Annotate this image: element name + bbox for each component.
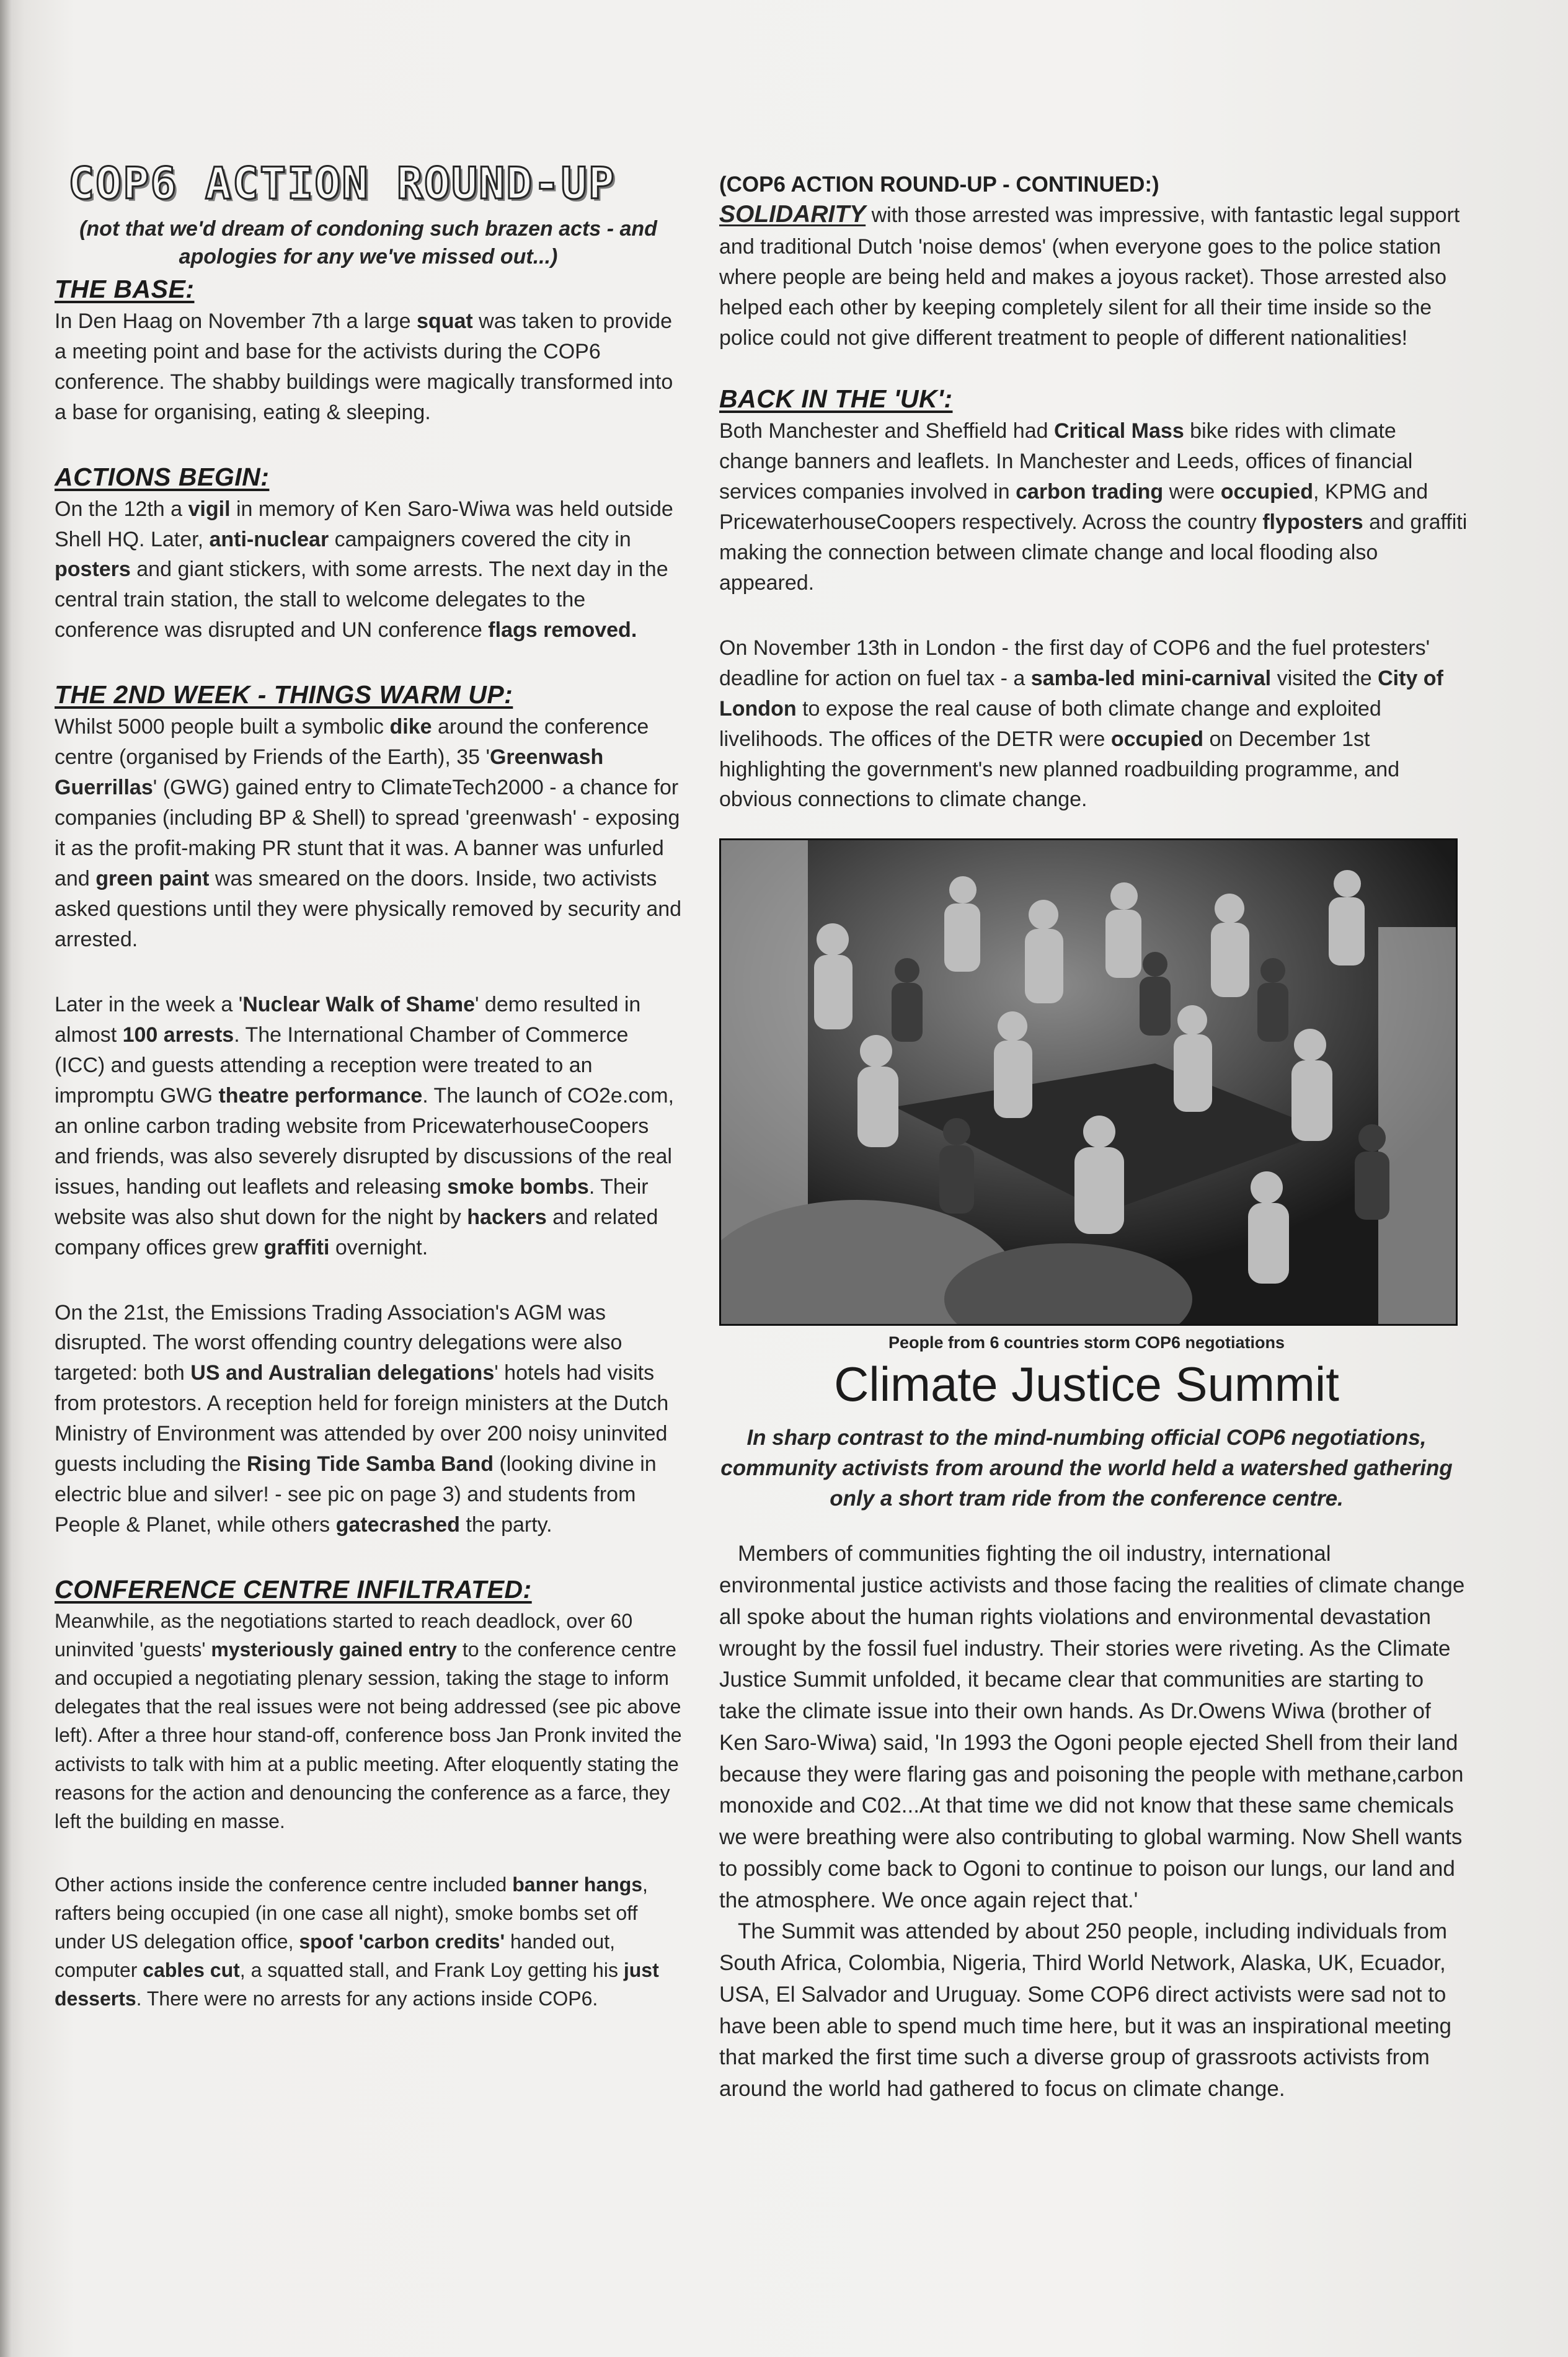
body-text-run: ' (GWG) gained entry to ClimateTech2000 - a chance for companies (including BP & Shell) to spread 'greenwash' - exposing it as the profit-making PR stunt that it was. A banner was unfurled and [55, 776, 680, 891]
body-text-run: were [1163, 479, 1221, 504]
body-text-run: in memory of Ken Saro-Wiwa was held outside Shell HQ. Later, [55, 497, 673, 551]
masthead-title: COP6 ACTION ROUND-UP [68, 158, 616, 209]
emphasis-text: green paint [95, 867, 210, 891]
emphasis-text: spoof 'carbon credits' [299, 1930, 505, 1953]
body-text-run: , a squatted stall, and Frank Loy getting his [239, 1959, 624, 1982]
body-text-run: (looking divine in electric blue and silver! - see pic on page 3) and students from People & Planet, while others [55, 1452, 657, 1537]
body-text-run: . The launch of CO2e.com, an online carbon trading website from PricewaterhouseCoopers and friends, was also severely disrupted by discussions of the real issues, handing out leaflets and releasing [55, 1083, 674, 1199]
emphasis-text: carbon trading [1016, 479, 1164, 504]
emphasis-text: flags removed. [488, 618, 637, 642]
solidarity-paragraph [719, 197, 1469, 353]
left-sections [55, 275, 682, 2013]
body-text-run: On the 21st, the Emissions Trading Association's AGM was disrupted. The worst offending country delegations were also targeted: both [55, 1300, 622, 1385]
body-text-run: overnight. [329, 1235, 428, 1259]
body-text-run: visited the [1271, 666, 1378, 690]
body-text-run: the party. [459, 1513, 552, 1537]
emphasis-text: banner hangs [512, 1873, 643, 1896]
body-text-run: around the conference centre (organised by Friends of the Earth), 35 ' [55, 715, 649, 770]
emphasis-text: vigil [188, 497, 231, 521]
body-text-run: and related company offices grew [55, 1205, 658, 1259]
emphasis-text: flyposters [1262, 510, 1363, 534]
section-title: ACTIONS BEGIN: [55, 462, 270, 491]
summit-paragraph-2: The Summit was attended by about 250 people, including individuals from South Africa, Colombia, Nigeria, Third World Network, Alaska, UK, Ecuador, USA, El Salvador and Uruguay. Some COP6 direct activists were sad not to have been able to spend much time here, but it was an inspirational meeting that marked the first time such a diverse group of grassroots activists from around the world had gathered to focus on climate change. [719, 1919, 1451, 2102]
emphasis-text: cables cut [143, 1959, 240, 1982]
emphasis-text: US and Australian delegations [190, 1361, 495, 1385]
body-text-run: On the 12th a [55, 497, 188, 521]
body-text-run: bike rides with climate change banners and leaflets. In Manchester and Leeds, offices of financial services companies involved in [719, 419, 1413, 504]
emphasis-text: samba-led mini-carnival [1030, 666, 1272, 690]
body-text-run: . There were no arrests for any actions inside COP6. [136, 1987, 598, 2010]
summit-title: Climate Justice Summit [834, 1357, 1339, 1412]
emphasis-text: theatre performance [218, 1083, 423, 1107]
emphasis-text: Nuclear Walk of Shame [242, 992, 475, 1016]
body-text-run: was smeared on the doors. Inside, two activists asked questions until they were physically removed by security and arrested. [55, 867, 682, 951]
body-text-run: with those arrested was impressive, with fantastic legal support and traditional Dutch 'noise demos' (when everyone goes to the police station where people are being held and makes a joyous racket). Those arrested also helped each other by keeping completely silent for all their time inside so the police could not give different treatment to people of different nationalities! [719, 203, 1460, 350]
body-text-run: Later in the week a ' [55, 992, 243, 1016]
emphasis-text: smoke bombs [447, 1174, 589, 1199]
emphasis-text: mysteriously gained entry [211, 1638, 457, 1661]
section-paragraph [55, 1870, 682, 2013]
section-title: THE 2ND WEEK - THINGS WARM UP: [55, 680, 513, 709]
body-text-run: on December 1st highlighting the government's new planned roadbuilding programme, and obvious connections to climate change. [719, 727, 1400, 812]
uk-paragraph [719, 633, 1469, 815]
solidarity-title: SOLIDARITY [719, 201, 866, 228]
section-paragraph [55, 712, 682, 955]
body-text-run: On November 13th in London - the first day of COP6 and the fuel protesters' deadline for action on fuel tax - a [719, 636, 1430, 690]
body-text-run: . Their website was also shut down for the night by [55, 1174, 649, 1229]
summit-standfirst: In sharp contrast to the mind-numbing official COP6 negotiations, community activists from around the world held a watershed gathering only a short tram ride from the conference centre. [720, 1426, 1453, 1511]
body-text-run: Both Manchester and Sheffield had [719, 419, 1054, 443]
body-text-run: Whilst 5000 people built a symbolic [55, 715, 390, 739]
body-text-run: ' demo resulted in almost [55, 992, 641, 1047]
emphasis-text: gatecrashed [335, 1513, 460, 1537]
uk-paragraphs [719, 416, 1469, 815]
section-paragraph [55, 1298, 682, 1541]
summit-paragraph-1: Members of communities fighting the oil industry, international environmental justice activists and those facing the realities of climate change all spoke about the human rights violations and environmental devastation wrought by the fossil fuel industry. Their stories were riveting. As the Climate Justice Summit unfolded, it became clear that communities are starting to take the climate issue into their own hands. As Dr.Owens Wiwa (brother of Ken Saro-Wiwa) said, 'In 1993 the Ogoni people ejected Shell from their land because they were flaring gas and poisoning the people with methane,carbon monoxide and C02...At that time we did not know that these same chemicals we were breathing were also contributing to global warming. Now Shell wants to possibly come back to Ogoni to continue to poison our lungs, our land and the atmosphere. We once again reject that.' [719, 1542, 1465, 1912]
body-text-run: . The International Chamber of Commerce (ICC) and guests attending a reception were treated to an impromptu GWG [55, 1023, 629, 1107]
emphasis-text: Critical Mass [1053, 419, 1184, 443]
emphasis-text: occupied [1110, 727, 1204, 751]
protest-photo [719, 838, 1458, 1326]
continued-heading: (COP6 ACTION ROUND-UP - CONTINUED:) [719, 172, 1159, 197]
emphasis-text: City of London [719, 666, 1443, 721]
body-text-run: to the conference centre and occupied a negotiating plenary session, taking the stage to inform delegates that the real issues were not being addressed (see pic above left). After a three hour stand-off, conference boss Jan Pronk invited the activists to talk with him at a public meeting. After eloquently stating the reasons for the action and denouncing the conference as a farce, they left the building en masse. [55, 1638, 682, 1832]
emphasis-text: squat [417, 309, 473, 333]
right-column [719, 172, 1469, 2105]
protest-photo-illustration [721, 840, 1456, 1324]
page-spine-shadow [0, 0, 11, 2357]
emphasis-text: Greenwash Guerrillas [55, 745, 604, 800]
body-text-run: In Den Haag on November 7th a large [55, 309, 417, 333]
emphasis-text: posters [55, 557, 131, 582]
masthead-subhead: (not that we'd dream of condoning such brazen acts - and apologies for any we've missed out...) [79, 217, 657, 269]
section-paragraph [55, 494, 682, 646]
emphasis-text: Rising Tide Samba Band [246, 1452, 494, 1476]
emphasis-text: 100 arrests [122, 1023, 234, 1047]
emphasis-text: occupied [1220, 479, 1313, 504]
section-title: CONFERENCE CENTRE INFILTRATED: [55, 1575, 532, 1604]
section-paragraph [55, 1607, 682, 1835]
uk-paragraph [719, 416, 1469, 598]
body-text-run: and graffiti making the connection between climate change and local flooding also appeared. [719, 510, 1468, 595]
body-text-run: , KPMG and PricewaterhouseCoopers respectively. Across the country [719, 479, 1428, 534]
body-text-run: Other actions inside the conference centre included [55, 1873, 513, 1896]
section-title-uk: BACK IN THE 'UK': [719, 384, 953, 413]
body-text-run: ' hotels had visits from protestors. A reception held for foreign ministers at the Dutch Ministry of Environment was attended by over 200 noisy uninvited guests including the [55, 1361, 669, 1476]
emphasis-text: dike [389, 715, 432, 739]
emphasis-text: graffiti [264, 1235, 330, 1259]
body-text-run: , rafters being occupied (in one case all night), smoke bombs set off under US delegation office, [55, 1873, 648, 1953]
section-paragraph [55, 306, 682, 428]
body-text-run: was taken to provide a meeting point and base for the activists during the COP6 conference. The shabby buildings were magically transformed into a base for organising, eating & sleeping. [55, 309, 673, 424]
body-text-run: and giant stickers, with some arrests. The next day in the central train station, the stall to welcome delegates to the conference was disrupted and UN conference [55, 557, 668, 642]
photo-caption: People from 6 countries storm COP6 negotiations [888, 1333, 1285, 1352]
body-text-run: Meanwhile, as the negotiations started to reach deadlock, over 60 uninvited 'guests' [55, 1610, 633, 1661]
emphasis-text: just desserts [55, 1959, 659, 2010]
body-text-run: campaigners covered the city in [329, 527, 631, 551]
section-paragraph [55, 990, 682, 1263]
emphasis-text: hackers [467, 1205, 547, 1229]
body-text-run: to expose the real cause of both climate change and exploited livelihoods. The offices of the DETR were [719, 696, 1381, 751]
emphasis-text: anti-nuclear [209, 527, 329, 551]
body-text-run: handed out, computer [55, 1930, 615, 1982]
left-column [55, 158, 682, 2013]
section-title: THE BASE: [55, 274, 195, 303]
